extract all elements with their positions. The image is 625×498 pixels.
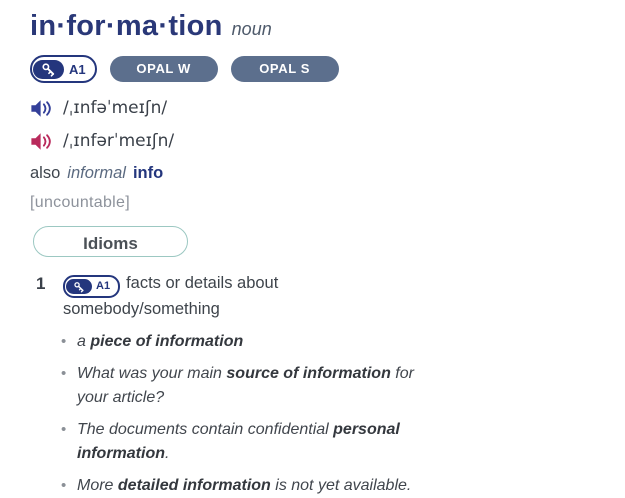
opal-written-badge[interactable]: OPAL W: [110, 56, 218, 82]
pronunciation-british: [30, 98, 605, 118]
sense-1: [30, 272, 605, 321]
audio-play-american-icon[interactable]: [30, 132, 54, 151]
pronunciation-american: [30, 131, 605, 151]
variant-word[interactable]: info: [132, 164, 164, 182]
variant-prefix: also: [30, 164, 61, 182]
ipa-american: /ˌɪnfərˈmeɪʃn/: [63, 131, 175, 151]
sense-definition: [63, 272, 381, 321]
grammar-label: [uncountable]: [30, 194, 130, 211]
sense-number: 1: [36, 274, 46, 293]
idioms-button[interactable]: Idioms: [33, 226, 188, 257]
example-item: • More detailed information is not yet available.: [60, 474, 547, 498]
definition-text: facts or details about somebody/something: [63, 274, 279, 318]
badge-row: [30, 55, 605, 83]
cefr-level-label: A1: [69, 61, 86, 77]
audio-play-british-icon[interactable]: [30, 99, 54, 118]
headword: in·for·ma·tion: [30, 10, 223, 42]
oxford-key-icon: [33, 60, 64, 79]
opal-spoken-badge[interactable]: OPAL S: [231, 56, 339, 82]
example-item: • The documents contain confidential personal information.: [60, 418, 547, 466]
cefr-level-badge[interactable]: [30, 55, 97, 83]
example-item: • What was your main source of information for your article?: [60, 362, 547, 410]
headword-line: [30, 10, 605, 43]
variant-line: [30, 164, 605, 183]
example-list: [60, 330, 605, 498]
ipa-british: /ˌɪnfəˈmeɪʃn/: [63, 98, 168, 118]
oxford-key-icon: [66, 279, 92, 294]
variant-register: informal: [67, 164, 126, 182]
sense-level-badge[interactable]: [63, 275, 120, 298]
sense-level-label: A1: [96, 280, 111, 292]
example-item: • a piece of information: [60, 330, 547, 354]
part-of-speech: noun: [231, 19, 272, 39]
